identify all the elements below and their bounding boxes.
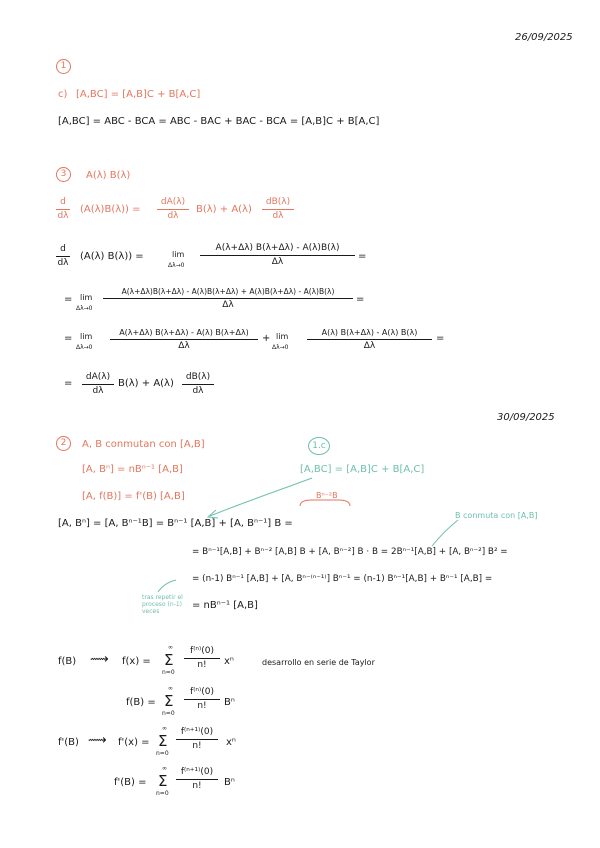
bracket-curve xyxy=(300,500,350,506)
line3-lim-b: lim xyxy=(276,332,289,341)
rule-d-dl: d dλ xyxy=(57,197,69,221)
ex1-part-label: c) xyxy=(58,89,68,100)
ex2-step-1: [A, Bⁿ] = [A, Bⁿ⁻¹B] = Bⁿ⁻¹ [A,B] + [A, Bⁿ⁻¹] B = xyxy=(58,518,293,529)
sum1-sigma: Σ xyxy=(164,651,174,669)
arrow-from-repeat-note xyxy=(158,580,176,592)
ex1-derivation: [A,BC] = ABC - BCA = ABC - BAC + BAC - BCA = [A,B]C + B[A,C] xyxy=(58,116,380,127)
line2-fraction: A(λ+Δλ)B(λ+Δλ) - A(λ)B(λ+Δλ) + A(λ)B(λ+Δλ) - A(λ)B(λ) Δλ xyxy=(103,286,353,311)
line2-lim-sub: Δλ→0 xyxy=(76,305,93,312)
ref-identity: [A,BC] = [A,B]C + B[A,C] xyxy=(300,464,425,475)
line1-lhs: (A(λ) B(λ)) = xyxy=(80,251,144,262)
ex2-step-2: = Bⁿ⁻¹[A,B] + Bⁿ⁻² [A,B] B + [A, Bⁿ⁻²] B · B = 2Bⁿ⁻¹[A,B] + [A, Bⁿ⁻²] B² = xyxy=(192,547,508,557)
line3-equals-end: = xyxy=(436,333,445,344)
sum3-bot: n=0 xyxy=(156,750,169,757)
sum1-top: ∞ xyxy=(168,644,173,651)
taylor-fp-B-eq: f'(B) = xyxy=(114,777,147,788)
sum3-top: ∞ xyxy=(162,725,167,732)
exercise-2-number: 2 xyxy=(56,436,71,451)
ex2-goal-2: [A, f(B)] = f'(B) [A,B] xyxy=(82,491,185,502)
note-repeat: tras repetir el proceso (n-1) veces xyxy=(142,594,183,615)
sum2-bot: n=0 xyxy=(162,710,175,717)
line3-plus: + xyxy=(262,333,271,344)
line1-d-dl: d dλ xyxy=(57,244,69,268)
taylor-fp-x: f'(x) = xyxy=(118,737,150,748)
line2-equals-end: = xyxy=(356,294,365,305)
taylor-fraction-1: f⁽ⁿ⁾(0) n! xyxy=(184,646,220,671)
line3-lim-a-sub: Δλ→0 xyxy=(76,344,93,351)
line4-dA: dA(λ) dλ xyxy=(82,372,114,397)
line1-lim-sub: Δλ→0 xyxy=(168,262,185,269)
taylor-desc: desarrollo en serie de Taylor xyxy=(262,658,375,667)
sum3-sigma: Σ xyxy=(158,732,168,750)
taylor-B-pow-1: Bⁿ xyxy=(224,697,235,708)
line3-fraction-a: A(λ+Δλ) B(λ+Δλ) - A(λ) B(λ+Δλ) Δλ xyxy=(110,327,258,352)
taylor-x-pow: xⁿ xyxy=(224,656,234,667)
sum4-top: ∞ xyxy=(162,765,167,772)
line2-equals: = xyxy=(64,294,73,305)
taylor-x-pow-2: xⁿ xyxy=(226,737,236,748)
taylor-arrow-1: ⟿ xyxy=(90,652,109,667)
taylor-B-pow-2: Bⁿ xyxy=(224,777,235,788)
rule-lhs: (A(λ)B(λ)) = xyxy=(80,204,141,215)
taylor-fraction-4: f⁽ⁿ⁺¹⁾(0) n! xyxy=(176,767,218,792)
taylor-f-B-eq: f(B) = xyxy=(126,697,156,708)
line2-lim: lim xyxy=(80,293,93,302)
sum2-top: ∞ xyxy=(168,685,173,692)
line4-equals: = xyxy=(64,378,73,389)
rule-mid: B(λ) + A(λ) xyxy=(196,204,252,215)
rule-dA: dA(λ) dλ xyxy=(157,197,189,222)
taylor-fp-B: f'(B) xyxy=(58,737,79,748)
line3-equals: = xyxy=(64,333,73,344)
taylor-f-B: f(B) xyxy=(58,656,77,667)
line3-fraction-b: A(λ) B(λ+Δλ) - A(λ) B(λ) Δλ xyxy=(307,327,432,352)
ref-1c-label: 1.c xyxy=(308,437,330,455)
ex2-step-4: = nBⁿ⁻¹ [A,B] xyxy=(192,600,258,611)
sum4-sigma: Σ xyxy=(158,772,168,790)
arrow-from-commute-note xyxy=(432,520,458,546)
taylor-fraction-3: f⁽ⁿ⁺¹⁾(0) n! xyxy=(176,727,218,752)
rule-dB: dB(λ) dλ xyxy=(262,197,294,222)
sum2-sigma: Σ xyxy=(164,692,174,710)
taylor-fraction-2: f⁽ⁿ⁾(0) n! xyxy=(184,687,220,712)
taylor-f-x: f(x) = xyxy=(122,656,151,667)
sum1-bot: n=0 xyxy=(162,669,175,676)
bracket-label: Bⁿ⁻²B xyxy=(316,491,338,500)
arrow-to-ref xyxy=(210,478,312,516)
ex2-step-3: = (n-1) Bⁿ⁻¹ [A,B] + [A, Bⁿ⁻⁽ⁿ⁻¹⁾] Bⁿ⁻¹ = (n-1) Bⁿ⁻¹[A,B] + Bⁿ⁻¹ [A,B] = xyxy=(192,574,493,584)
exercise-1-number: 1 xyxy=(56,59,71,74)
date-top: 26/09/2025 xyxy=(515,32,573,43)
line4-mid: B(λ) + A(λ) xyxy=(118,378,174,389)
date-middle: 30/09/2025 xyxy=(497,412,555,423)
line3-lim-a: lim xyxy=(80,332,93,341)
sum4-bot: n=0 xyxy=(156,790,169,797)
ex2-goal-1: [A, Bⁿ] = nBⁿ⁻¹ [A,B] xyxy=(82,464,183,475)
exercise-3-number: 3 xyxy=(56,167,71,182)
note-commute: B conmuta con [A,B] xyxy=(455,511,538,520)
line4-dB: dB(λ) dλ xyxy=(182,372,214,397)
arrow-to-ref-head xyxy=(208,510,218,518)
line1-fraction: A(λ+Δλ) B(λ+Δλ) - A(λ)B(λ) Δλ xyxy=(200,243,355,268)
taylor-arrow-2: ⟿ xyxy=(88,733,107,748)
ex3-title: A(λ) B(λ) xyxy=(86,170,131,181)
ex1-identity: [A,BC] = [A,B]C + B[A,C] xyxy=(76,89,201,100)
line3-lim-b-sub: Δλ→0 xyxy=(272,344,289,351)
line1-equals: = xyxy=(358,251,367,262)
line1-lim: lim xyxy=(172,250,185,259)
ex2-intro: A, B conmutan con [A,B] xyxy=(82,439,205,450)
